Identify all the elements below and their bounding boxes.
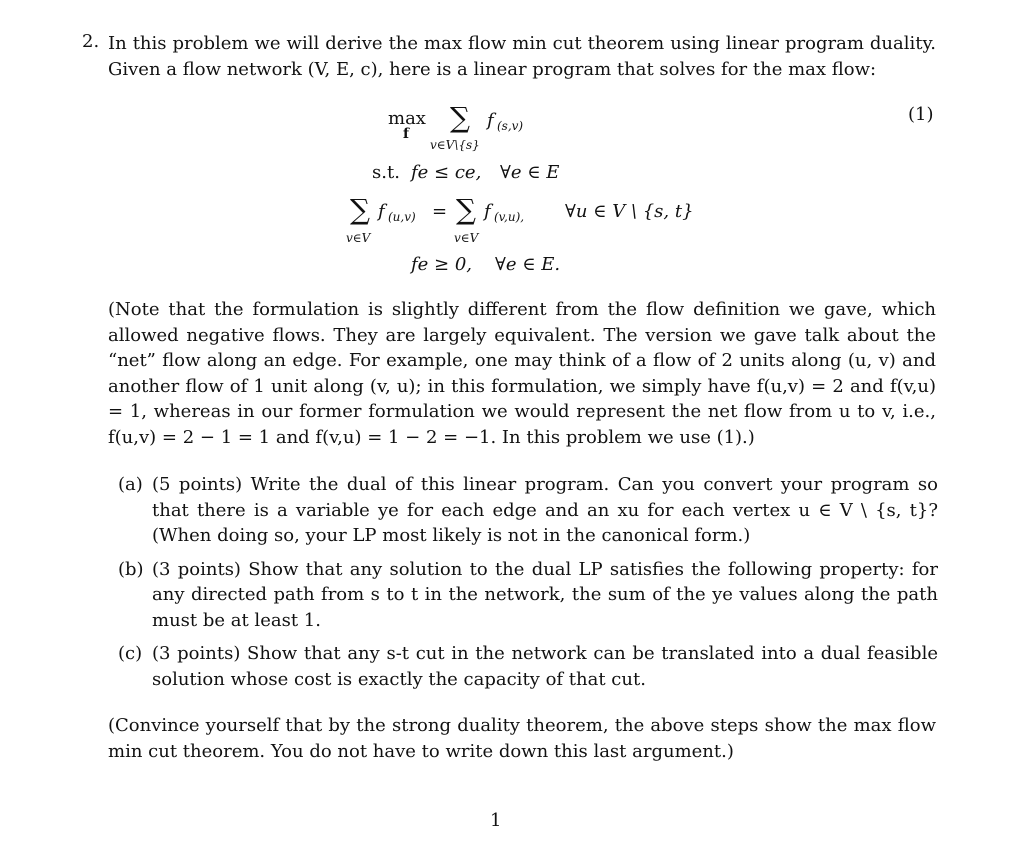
nonnegativity-constraint: fe ≥ 0, [411,254,473,275]
objective-term: f [487,110,494,131]
problem-parts-list [118,472,938,700]
part-a-text: (5 points) Write the dual of this linear program. Can you convert your program so that there is a variable ye for each edge and an xu for each vertex u ∈ V \ {s, t}? (When doing so, your LP most likely is not in the canonical form.) [152,474,938,546]
part-c-label: (c) [118,643,143,664]
objective-variable: f [403,126,410,142]
part-c-text: (3 points) Show that any s-t cut in the network can be translated into a dual feasible solution whose cost is exactly the capacity of that cut. [152,643,938,690]
conservation-sum-right-sub: v∈V [454,231,479,245]
conservation-term-right: f [484,201,491,222]
conservation-term-left: f [378,201,385,222]
part-b-text: (3 points) Show that any solution to the dual LP satisfies the following property: for any directed path from s to t in the network, the sum of the ye values along the path must be at least 1. [152,558,938,631]
capacity-constraint: fe ≤ ce, [411,162,482,183]
capacity-quantifier: ∀e ∈ E [500,162,560,183]
objective-sum-sign: ∑ [450,101,470,134]
objective-term-subscript: (s,v) [497,119,524,133]
problem-intro: In this problem we will derive the max flow min cut theorem using linear program duality. Given a flow network (V, E, c), here is a linear program that solves for the max flow: [108,33,936,80]
conservation-quantifier: ∀u ∈ V \ {s, t} [565,201,694,222]
st-label: s.t. [372,162,400,183]
part-b [118,557,938,634]
conservation-term-left-sub: (u,v) [388,210,416,224]
linear-program [0,100,1024,290]
conservation-term-right-sub: (v,u), [494,210,525,224]
conservation-equals: = [432,201,448,222]
part-a [118,472,938,549]
part-b-label: (b) [118,558,144,580]
problem-number: 2. [82,31,100,52]
conservation-sum-left-sub: v∈V [346,231,371,245]
part-c [118,641,938,692]
note-paragraph: (Note that the formulation is slightly different from the flow definition we gave, which allowed negative flows. They are largely equivalent. The version we gave talk about the “net” flow along an edge. For example, one may think of a flow of 2 units along (u, v) and another flow of 1 unit along (v, u); in this formulation, we simply have f(u,v) = 2 and f(v,u) = 1, whereas in our former formulation we would represent the net flow from u to v, i.e., f(u,v) = 2 − 1 = 1 and f(v,u) = 1 − 2 = −1. In this problem we use (1).) [108,299,936,448]
nonnegativity-quantifier: ∀e ∈ E. [495,254,561,275]
objective-max: max [388,108,426,129]
closing-paragraph: (Convince yourself that by the strong duality theorem, the above steps show the max flow min cut theorem. You do not have to write down this last argument.) [108,715,936,762]
conservation-sum-left: ∑ [350,193,370,226]
part-a-label: (a) [118,474,143,495]
equation-number: (1) [908,104,934,125]
objective-sum-subscript: v∈V\{s} [430,138,480,152]
page-number: 1 [490,810,502,831]
conservation-sum-right: ∑ [456,193,476,226]
